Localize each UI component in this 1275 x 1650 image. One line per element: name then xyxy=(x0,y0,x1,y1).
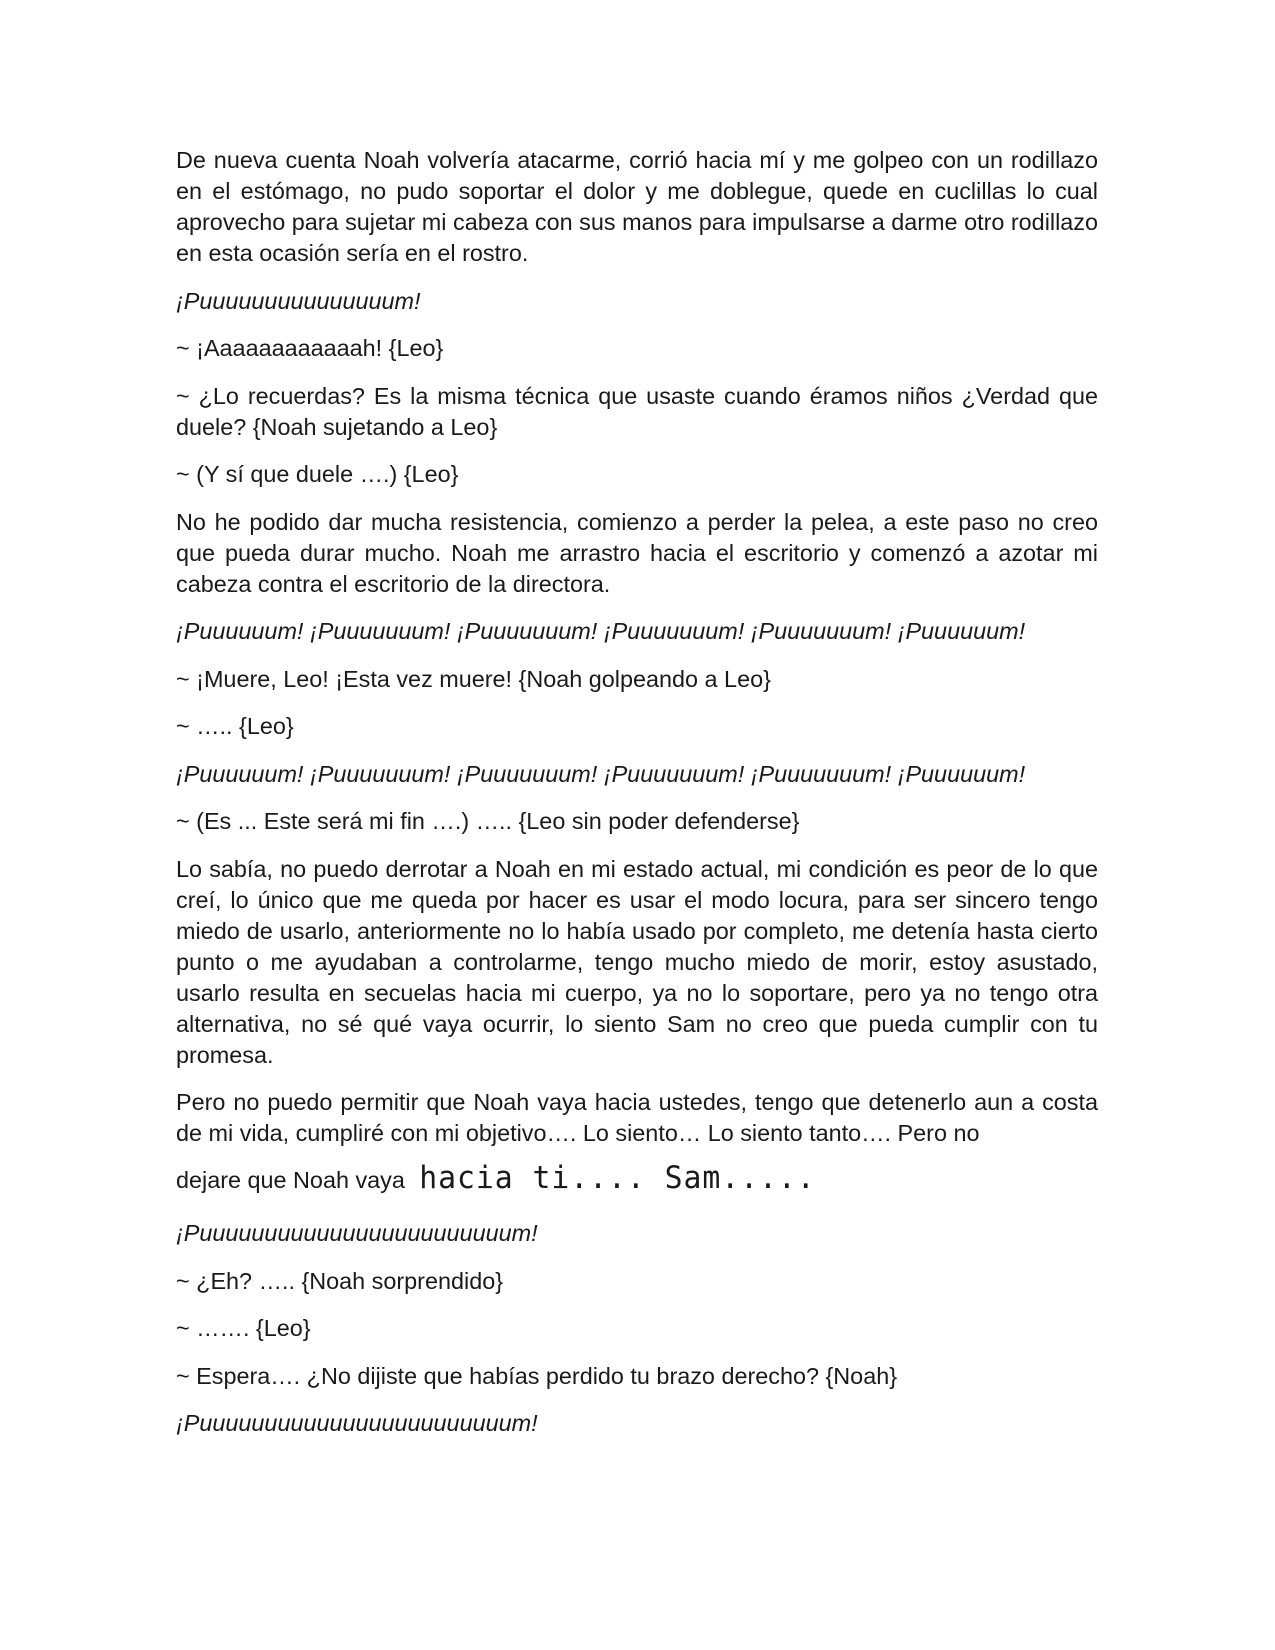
sound-effect: ¡Puuuuuum! ¡Puuuuuuum! ¡Puuuuuuum! ¡Puuuuuuum! ¡Puuuuuuum! ¡Puuuuuum! xyxy=(176,618,1026,644)
dialogue-line: ~ ¡Aaaaaaaaaaaah! {Leo} xyxy=(176,335,444,361)
paragraph: Pero no puedo permitir que Noah vaya hacia ustedes, tengo que detenerlo aun a costa de mi vida, cumpliré con mi objetivo…. Lo siento… Lo siento tanto…. Pero no xyxy=(176,1089,1098,1146)
handwritten-text: hacia ti.... Sam..... xyxy=(419,1160,817,1196)
sound-effect: ¡Puuuuuuuuuuuuuuum! xyxy=(176,287,421,314)
paragraph: Lo sabía, no puedo derrotar a Noah en mi estado actual, mi condición es peor de lo que creí, lo único que me queda por hacer es usar el modo locura, para ser sincero tengo miedo de usarlo, anteriormente no lo había usado por completo, me detenía hasta cierto punto o me ayudaban a controlarme, tengo mucho miedo de morir, estoy asustado, usarlo resulta en secuelas hacia mi cuerpo, ya no lo soportare, pero ya no tengo otra alternativa, no sé qué vaya ocurrir, lo siento Sam no creo que pueda cumplir con tu promesa. xyxy=(176,855,1098,1068)
dialogue-line: ~ (Y sí que duele ….) {Leo} xyxy=(176,461,459,487)
paragraph: No he podido dar mucha resistencia, comienzo a perder la pelea, a este paso no creo que pueda durar mucho. Noah me arrastro hacia el escritorio y comenzó a azotar mi cabeza contra el escritorio de la directora. xyxy=(176,508,1098,597)
dialogue-line: ~ ¿Eh? ….. {Noah sorprendido} xyxy=(176,1267,504,1294)
dialogue-line: ~ Espera…. ¿No dijiste que habías perdido tu brazo derecho? {Noah} xyxy=(176,1362,898,1389)
dialogue-line: ~ ….. {Leo} xyxy=(176,713,294,739)
dialogue-line: ~ (Es ... Este será mi fin ….) ….. {Leo sin poder defenderse} xyxy=(176,808,800,834)
document-page xyxy=(176,145,1098,1456)
handwritten-line-prefix: dejare que Noah vaya xyxy=(176,1167,412,1193)
dialogue-line: ~ ……. {Leo} xyxy=(176,1315,311,1341)
dialogue-line: ~ ¿Lo recuerdas? Es la misma técnica que usaste cuando éramos niños ¿Verdad que duele? {Noah sujetando a Leo} xyxy=(176,382,1098,440)
sound-effect: ¡Puuuuuuuuuuuuuuuuuuuuuuuum! xyxy=(176,1410,538,1436)
handwritten-line xyxy=(176,1160,1098,1196)
sound-effect: ¡Puuuuuum! ¡Puuuuuuum! ¡Puuuuuuum! ¡Puuuuuuum! ¡Puuuuuuum! ¡Puuuuuum! xyxy=(176,760,1026,787)
paragraph: De nueva cuenta Noah volvería atacarme, corrió hacia mí y me golpeo con un rodillazo en el estómago, no pudo soportar el dolor y me doblegue, quede en cuclillas lo cual aprovecho para sujetar mi cabeza con sus manos para impulsarse a darme otro rodillazo en esta ocasión sería en el rostro. xyxy=(176,147,1098,266)
dialogue-line: ~ ¡Muere, Leo! ¡Esta vez muere! {Noah golpeando a Leo} xyxy=(176,665,771,692)
sound-effect: ¡Puuuuuuuuuuuuuuuuuuuuuuuum! xyxy=(176,1220,538,1246)
